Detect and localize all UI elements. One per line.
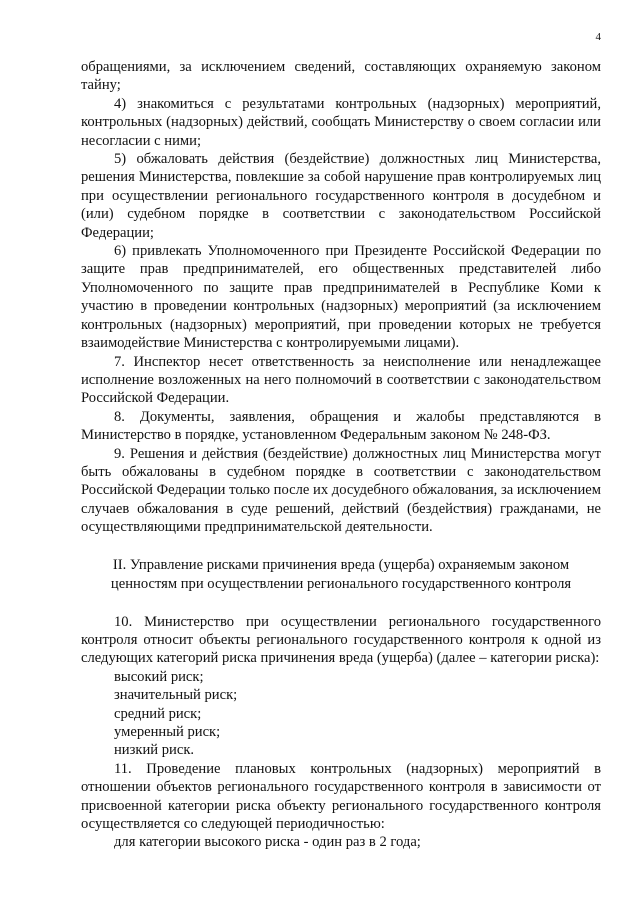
- page-number: 4: [595, 31, 601, 43]
- list-item: значительный риск;: [114, 687, 238, 704]
- list-item: низкий риск.: [114, 742, 195, 759]
- paragraph-continuation: обращениями, за исключением сведений, составляющих охраняемую законом тайну;: [81, 59, 601, 94]
- list-item: высокий риск;: [114, 668, 204, 685]
- paragraph-clause-10: 10. Министерство при осуществлении регионального государственного контроля относит объекты регионального государственного контроля к одной из следующих категорий риска причинения вреда (ущерба) (далее – категории риска):: [81, 613, 601, 667]
- paragraph-frequency-high: для категории высокого риска - один раз в 2 года;: [114, 834, 421, 851]
- list-item: умеренный риск;: [114, 724, 221, 740]
- list-item: средний риск;: [114, 705, 202, 722]
- risk-category-list: [81, 668, 601, 760]
- paragraph-item-4: 4) знакомиться с результатами контрольных (надзорных) мероприятий, контрольных (надзорных) действий, сообщать Министерству о своем согласии или несогласии с ними;: [81, 95, 601, 149]
- paragraph-item-6: 6) привлекать Уполномоченного при Президенте Российской Федерации по защите прав предпринимателей, его общественных представителей либо Уполномоченного по защите прав предпринимателей в Республике Коми к участию в проведении контрольных (надзорных) мероприятий (за исключением контрольных (надзорных) мероприятий, при проведении которых не требуется взаимодействие Министерства с контролируемыми лицами).: [81, 243, 601, 352]
- section-heading: II. Управление рисками причинения вреда (ущерба) охраняемым законом ценностям при осуществлении регионального государственного контроля: [110, 556, 572, 592]
- paragraph-clause-11: 11. Проведение плановых контрольных (надзорных) мероприятий в отношении объектов регионального государственного контроля в зависимости от присвоенной категории риска объекту регионального государственного контроля осуществляется со следующей периодичностью:: [81, 760, 601, 833]
- paragraph-clause-9: 9. Решения и действия (бездействие) должностных лиц Министерства могут быть обжалованы в судебном порядке в соответствии с законодательством Российской Федерации только после их досудебного обжалования, за исключением случаев обжалования в суде решений, действий (бездействия) гражданами, не осуществляющими предпринимательской деятельности.: [81, 445, 602, 536]
- paragraph-clause-7: 7. Инспектор несет ответственность за неисполнение или ненадлежащее исполнение возложенных на него полномочий в соответствии с законодательством Российской Федерации.: [81, 353, 601, 407]
- paragraph-clause-8: 8. Документы, заявления, обращения и жалобы представляются в Министерство в порядке, установленном Федеральным законом № 248-ФЗ.: [81, 408, 601, 444]
- document-body: [81, 58, 601, 852]
- paragraph-item-5: 5) обжаловать действия (бездействие) должностных лиц Министерства, решения Министерства, повлекшие за собой нарушение прав контролируемых лиц при осуществлении регионального государственного контроля в досудебном и (или) судебном порядке в соответствии с законодательством Российской Федерации;: [81, 151, 601, 241]
